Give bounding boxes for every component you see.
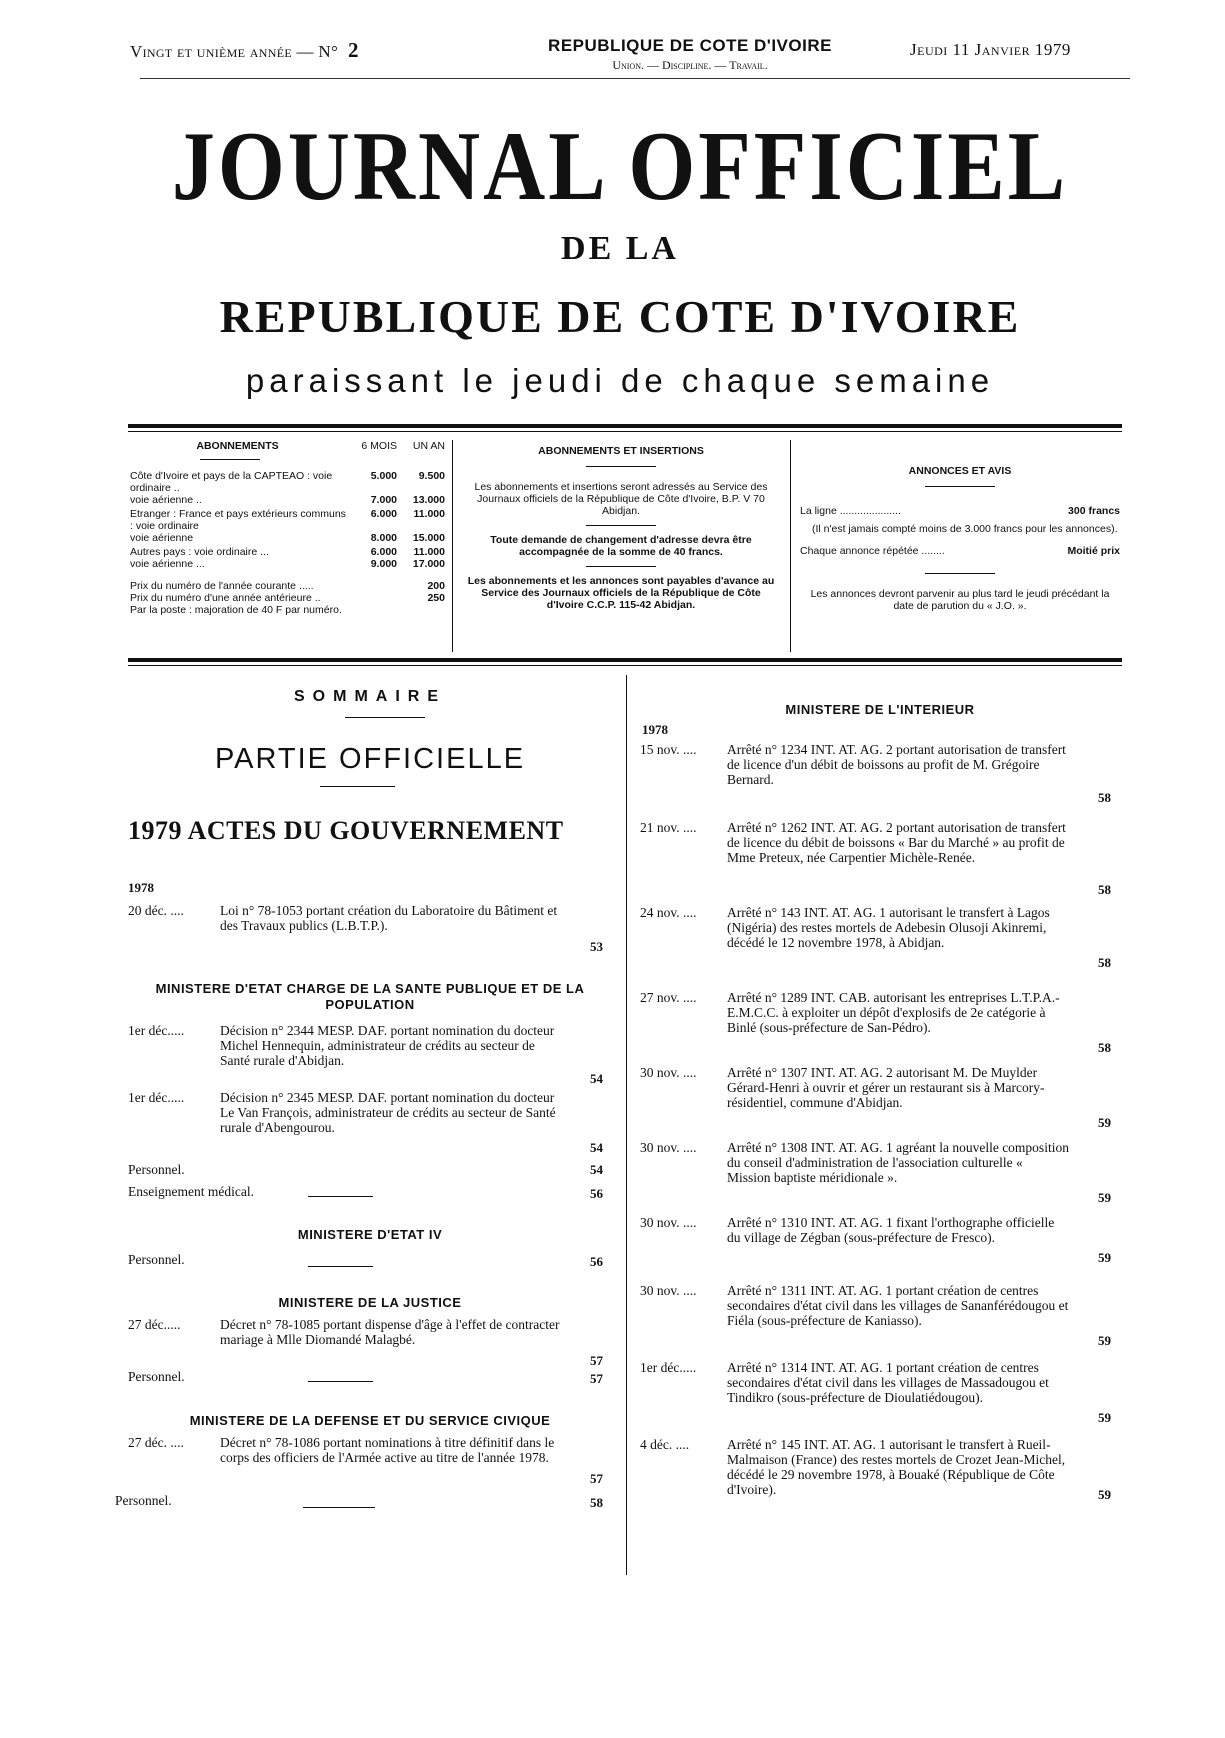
personnel-row — [128, 1162, 613, 1180]
title-republic: REPUBLIQUE DE COTE D'IVOIRE — [219, 291, 1021, 342]
col-6-months: 6 MOIS — [361, 440, 397, 452]
entry-page: 57 — [590, 1371, 603, 1386]
entry-rule — [308, 1381, 373, 1382]
entry-date: 1er déc..... — [128, 1023, 185, 1038]
entry-page: 58 — [1098, 1040, 1111, 1055]
subscription-row — [130, 558, 445, 570]
box-divider-1 — [452, 440, 453, 652]
subscription-label: voie aérienne ... — [130, 558, 205, 570]
issue-number: 2 — [348, 38, 359, 62]
publication-frequency: paraissant le jeudi de chaque semaine — [245, 362, 995, 399]
subscription-6-months: 7.000 — [370, 494, 397, 506]
insertions-heading-rule — [586, 466, 656, 467]
entry-page: 54 — [590, 1162, 603, 1177]
subscription-one-year: 11.000 — [413, 546, 445, 558]
subscriptions-heading: ABONNEMENTS — [196, 440, 279, 452]
entry-text: Décret n° 78-1085 portant dispense d'âge à l'effet de contracter mariage à Mlle Diomandé Malagbé. — [220, 1317, 560, 1347]
sommaire-entry — [128, 1317, 613, 1368]
annonces-heading-rule — [925, 486, 995, 487]
insertions-rule-2 — [586, 566, 656, 567]
annonces-line-row — [800, 505, 1120, 517]
top-rule-thin — [128, 431, 1122, 432]
entry-page: 59 — [1098, 1333, 1111, 1348]
insertions-rule-1 — [586, 525, 656, 526]
entry-text: Décision n° 2344 MESP. DAF. portant nomination du docteur Michel Hennequin, administrateur de crédits au secteur de Santé rurale d'Abidjan. — [220, 1023, 555, 1068]
insertions-box — [462, 445, 780, 655]
ministry-heading-sante: MINISTERE D'ETAT CHARGE DE LA SANTE PUBLIQUE ET DE LA POPULATION — [155, 981, 585, 1012]
price-row — [130, 604, 445, 616]
subscription-row — [130, 546, 445, 558]
subscription-row — [130, 494, 445, 506]
entry-text: Arrêté n° 1311 INT. AT. AG. 1 portant création de centres secondaires d'état civil dans les villages de Sananférédougou et Fiéla (sous-préfecture de Kaniasso). — [727, 1283, 1069, 1328]
entry-date: 30 nov. .... — [640, 1065, 697, 1080]
entry-page: 56 — [590, 1254, 603, 1269]
subscriptions-header — [130, 440, 445, 452]
entry-page: 54 — [590, 1071, 603, 1086]
entry-text: Arrêté n° 1310 INT. AT. AG. 1 fixant l'orthographe officielle du village de Zégban (sous-préfecture de Fresco). — [727, 1215, 1055, 1245]
insertions-heading: ABONNEMENTS ET INSERTIONS — [538, 445, 704, 457]
subscription-label: Côte d'Ivoire et pays de la CAPTEAO : voie ordinaire .. — [130, 470, 333, 494]
entry-page: 57 — [590, 1353, 603, 1368]
sommaire-entry — [128, 1435, 613, 1485]
annonces-box — [800, 465, 1120, 655]
entry-text: Loi n° 78-1053 portant création du Laboratoire du Bâtiment et des Travaux publics (L.B.T.P.). — [220, 903, 558, 933]
subscription-label: Etranger : France et pays extérieurs communs : voie ordinaire — [130, 508, 346, 532]
header-republic — [520, 36, 860, 73]
column-divider — [626, 675, 627, 1575]
entry-page: 56 — [590, 1186, 603, 1201]
top-rule-thick — [128, 424, 1122, 428]
entry-page: 59 — [1098, 1487, 1111, 1502]
subscription-row — [130, 470, 445, 494]
entry-page: 53 — [590, 939, 603, 954]
ministry-heading-defense: MINISTERE DE LA DEFENSE ET DU SERVICE CIVIQUE — [189, 1413, 551, 1428]
sommaire-entry — [640, 1215, 1120, 1285]
entry-text: Arrêté n° 145 INT. AT. AG. 1 autorisant le transfert à Rueil-Malmaison (France) des restes mortels de Crozet Jean-Michel, décédé le 29 novembre 1978, à Bouaké (République de Côte d'Ivoire). — [727, 1437, 1066, 1497]
price-row — [130, 592, 445, 604]
entry-date: 1er déc..... — [128, 1090, 185, 1105]
entry-text: Décret n° 78-1086 portant nominations à titre définitif dans le corps des officiers de l'Armée active au titre de l'année 1978. — [220, 1435, 555, 1465]
price-table — [130, 580, 445, 616]
entry-date: 30 nov. .... — [640, 1140, 697, 1155]
header-republic-name: REPUBLIQUE DE COTE D'IVOIRE — [548, 36, 832, 55]
entry-date: 20 déc. .... — [128, 903, 184, 918]
entry-page: 54 — [590, 1140, 603, 1155]
box-bottom-rule-thick — [128, 658, 1122, 662]
sommaire-entry — [640, 820, 1120, 897]
entry-text: Arrêté n° 1289 INT. CAB. autorisant les entreprises L.T.P.A.-E.M.C.C. à exploiter un dépôt d'explosifs de 2e catégorie à Binlé (sous-préfecture de San-Pédro). — [727, 990, 1060, 1035]
entry-text: Arrêté n° 1314 INT. AT. AG. 1 portant création de centres secondaires d'état civil dans les villages de Massadougou et Tindikro (sous-préfecture de Dioulatiédougou). — [727, 1360, 1049, 1405]
sommaire-entry — [640, 1360, 1120, 1430]
entry-date: 30 nov. .... — [640, 1215, 697, 1230]
subscription-6-months: 8.000 — [370, 532, 397, 544]
annonces-line-price: 300 francs — [1068, 505, 1120, 517]
sommaire-entry — [640, 1140, 1120, 1210]
entry-page: 58 — [1098, 882, 1111, 897]
subscription-label: Autres pays : voie ordinaire ... — [130, 546, 269, 558]
ministry-heading-etat-iv: MINISTERE D'ETAT IV — [297, 1227, 443, 1242]
partie-officielle-heading: PARTIE OFFICIELLE — [214, 743, 526, 775]
personnel-row — [115, 1493, 613, 1511]
price-label: Prix du numéro d'une année antérieure .. — [130, 592, 321, 604]
subscription-one-year: 11.000 — [413, 508, 445, 520]
subscription-6-months: 9.000 — [370, 558, 397, 570]
right-year-1978: 1978 — [642, 722, 668, 737]
entry-date: 21 nov. .... — [640, 820, 697, 835]
entry-text: Arrêté n° 143 INT. AT. AG. 1 autorisant le transfert à Lagos (Nigéria) des restes mortels de Adebesin Olusoji Akinremi, décédé le 12 novembre 1978, à Abidjan. — [727, 905, 1050, 950]
actes-heading: 1979 ACTES DU GOUVERNEMENT — [128, 816, 564, 845]
sommaire-entry — [640, 1283, 1120, 1353]
subscription-6-months: 6.000 — [370, 546, 397, 558]
entry-date: 1er déc..... — [640, 1360, 697, 1375]
journal-title: JOURNAL OFFICIEL — [171, 110, 1069, 221]
insertions-address-change: Toute demande de changement d'adresse devra être accompagnée de la somme de 40 francs. — [490, 534, 752, 558]
subscription-label: voie aérienne .. — [130, 494, 202, 506]
subscription-row — [130, 508, 445, 532]
personnel-row — [128, 1252, 613, 1270]
sommaire-entry — [640, 990, 1120, 1060]
price-value — [397, 604, 445, 616]
sommaire-rule — [345, 717, 425, 718]
subscriptions-table — [130, 470, 445, 570]
entry-page: 59 — [1098, 1250, 1111, 1265]
entry-label: Personnel. — [128, 1252, 185, 1267]
issue-date: Jeudi 11 Janvier 1979 — [910, 40, 1071, 59]
subscriptions-heading-rule — [200, 459, 260, 460]
entry-date: 27 déc. .... — [128, 1435, 184, 1450]
box-divider-2 — [790, 440, 791, 652]
ministry-heading-justice: MINISTERE DE LA JUSTICE — [278, 1295, 462, 1310]
entry-page: 58 — [590, 1495, 603, 1510]
title-de-la: DE LA — [561, 230, 679, 267]
subscription-one-year: 15.000 — [412, 532, 445, 544]
entry-rule — [308, 1266, 373, 1267]
entry-text: Arrêté n° 1234 INT. AT. AG. 2 portant autorisation de transfert de licence d'un débit de boissons au profit de M. Grégoire Bernard. — [727, 742, 1066, 787]
entry-date: 4 déc. .... — [640, 1437, 690, 1452]
entry-page: 59 — [1098, 1410, 1111, 1425]
entry-date: 27 nov. .... — [640, 990, 697, 1005]
entry-date: 30 nov. .... — [640, 1283, 697, 1298]
price-value: 250 — [427, 592, 445, 604]
subscription-one-year: 13.000 — [412, 494, 445, 506]
sommaire-entry — [640, 742, 1120, 812]
sommaire-entry — [128, 1023, 613, 1088]
entry-date: 27 déc..... — [128, 1317, 181, 1332]
sommaire-entry — [640, 905, 1120, 975]
sommaire-entry — [128, 903, 613, 953]
entry-label: Enseignement médical. — [128, 1184, 254, 1199]
entry-date: 24 nov. .... — [640, 905, 697, 920]
enseignement-row — [128, 1184, 613, 1202]
subscriptions-box — [130, 440, 445, 655]
entry-page: 59 — [1098, 1115, 1111, 1130]
sommaire-heading: SOMMAIRE — [294, 688, 446, 705]
entry-text: Décision n° 2345 MESP. DAF. portant nomination du docteur Le Van François, administrateur de crédits au secteur de Santé rurale d'Abengourou. — [220, 1090, 556, 1135]
entry-label: Personnel. — [128, 1162, 185, 1177]
col-one-year: UN AN — [412, 440, 445, 452]
entry-date: 15 nov. .... — [640, 742, 697, 757]
annonces-rule — [925, 573, 995, 574]
sommaire-entry — [128, 1090, 613, 1155]
header-divider — [140, 78, 1130, 79]
entry-page: 58 — [1098, 790, 1111, 805]
annonces-repeat-row — [800, 545, 1120, 557]
entry-page: 59 — [1098, 1190, 1111, 1205]
entry-text: Arrêté n° 1262 INT. AT. AG. 2 portant autorisation de transfert de licence du débit de boissons « Bar du Marché » au profit de Mme Preteux, née Carpentier Michèle-Renée. — [727, 820, 1066, 865]
entry-label: Personnel. — [115, 1493, 172, 1508]
annonces-line-label: La ligne ..................... — [800, 505, 901, 517]
entry-label: Personnel. — [128, 1369, 185, 1384]
insertions-payment: Les abonnements et les annonces sont payables d'avance au Service des Journaux officiels de la République de Côte d'Ivoire C.C.P. 115-42 Abidjan. — [467, 575, 775, 611]
entry-rule — [303, 1507, 375, 1508]
header-motto: Union. — Discipline. — Travail. — [612, 58, 768, 72]
price-value: 200 — [427, 580, 445, 592]
entry-page: 57 — [590, 1471, 603, 1486]
entry-text: Arrêté n° 1307 INT. AT. AG. 2 autorisant M. De Muylder Gérard-Henri à ouvrir et gérer un restaurant sis à Marcory-résidentiel, commune d'Abidjan. — [727, 1065, 1045, 1110]
annonces-heading: ANNONCES ET AVIS — [908, 465, 1012, 477]
subscription-one-year: 17.000 — [412, 558, 445, 570]
personnel-row — [128, 1369, 613, 1387]
subscription-6-months: 5.000 — [370, 470, 397, 482]
insertions-address: Les abonnements et insertions seront adressés au Service des Journaux officiels de la République de Côte d'Ivoire, B.P. V 70 Abidjan. — [474, 481, 768, 517]
sommaire-entry — [640, 1065, 1120, 1135]
partie-rule — [320, 786, 395, 787]
annonces-repeat-label: Chaque annonce répétée ........ — [800, 545, 945, 557]
price-label: Prix du numéro de l'année courante ..... — [130, 580, 314, 592]
edition-line — [130, 38, 359, 63]
box-bottom-rule-thin — [128, 665, 1122, 666]
entry-page: 58 — [1098, 955, 1111, 970]
entry-text: Arrêté n° 1308 INT. AT. AG. 1 agréant la nouvelle composition du conseil d'administration de l'association culturelle « Mission baptiste méridionale ». — [727, 1140, 1069, 1185]
price-label: Par la poste : majoration de 40 F par numéro. — [130, 604, 342, 616]
annonces-minimum-note: (Il n'est jamais compté moins de 3.000 francs pour les annonces). — [812, 523, 1118, 535]
subscription-label: voie aérienne — [130, 532, 194, 544]
edition-label: Vingt et unième année — N° — [130, 42, 339, 61]
left-year-1978: 1978 — [128, 880, 154, 895]
entry-rule — [308, 1196, 373, 1197]
sommaire-entry — [640, 1437, 1120, 1507]
annonces-deadline: Les annonces devront parvenir au plus tard le jeudi précédant la date de parution du « J.O. ». — [810, 588, 1110, 612]
annonces-repeat-price: Moitié prix — [1067, 545, 1120, 557]
subscription-one-year: 9.500 — [418, 470, 445, 482]
subscription-6-months: 6.000 — [370, 508, 397, 520]
price-row — [130, 580, 445, 592]
ministry-heading-interieur: MINISTERE DE L'INTERIEUR — [785, 702, 975, 717]
subscription-row — [130, 532, 445, 544]
